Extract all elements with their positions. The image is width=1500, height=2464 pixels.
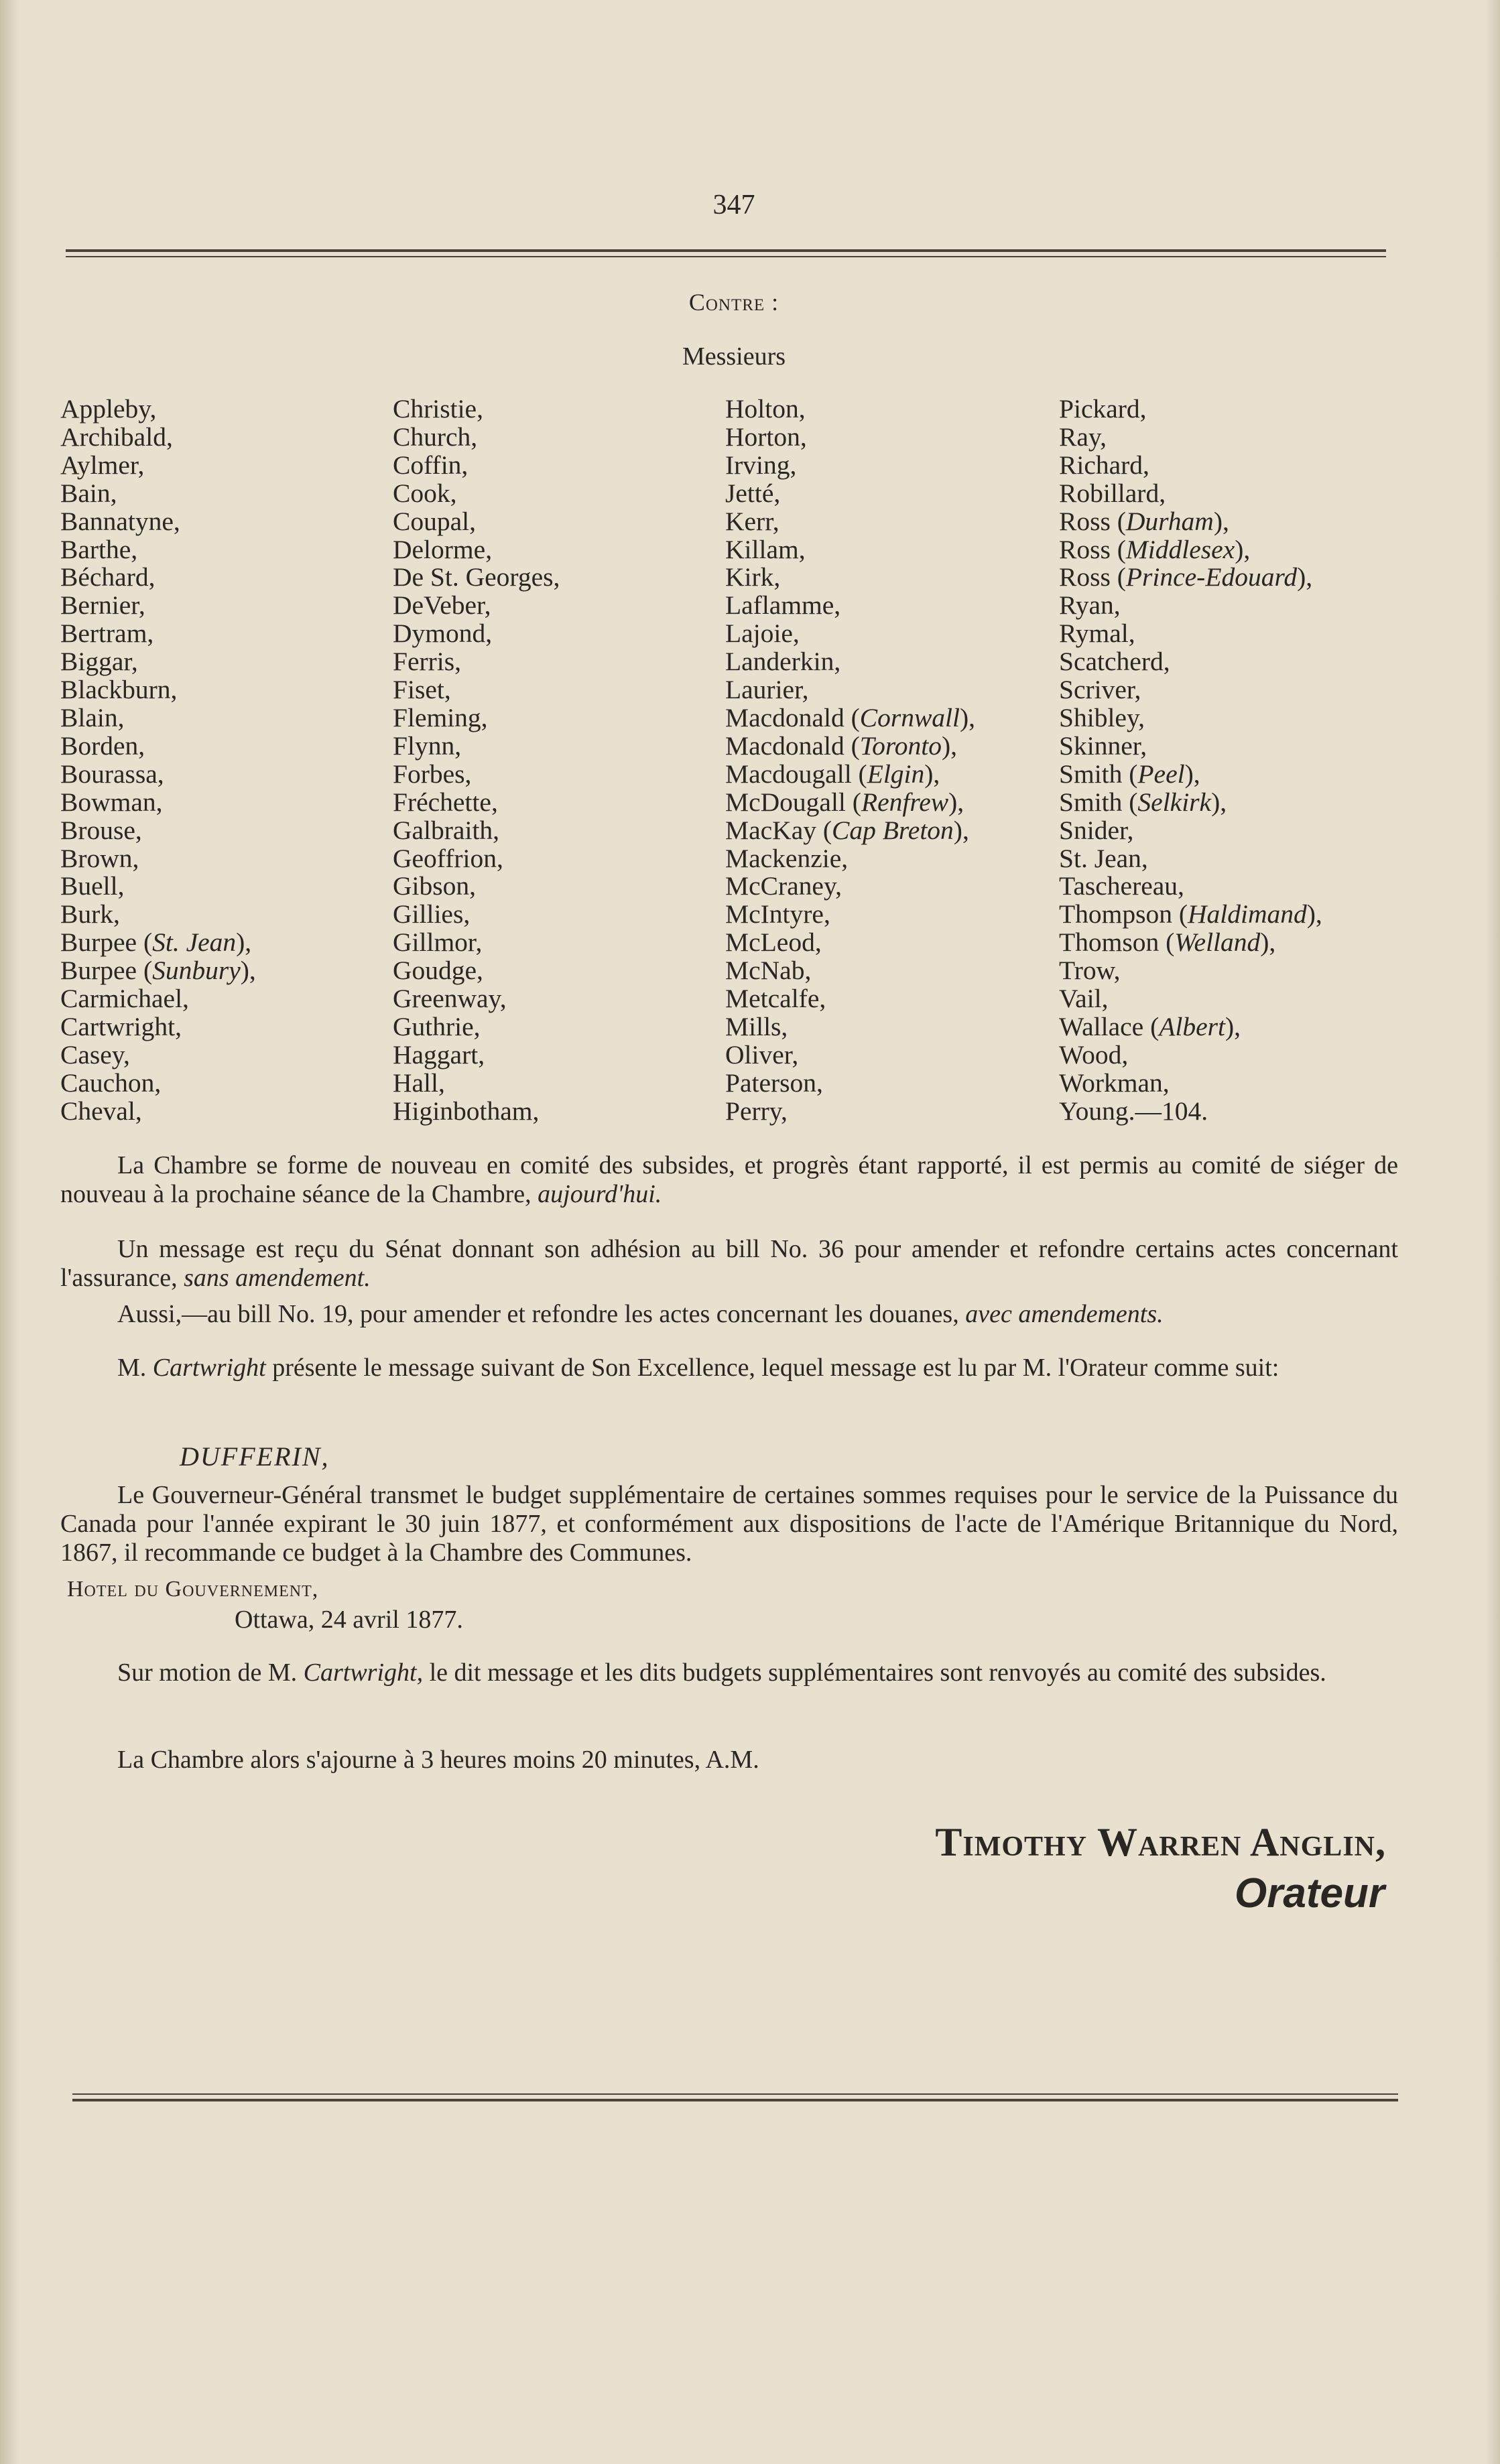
date-ottawa: Ottawa, 24 avril 1877. xyxy=(235,1606,463,1634)
member-name: Macdonald (Toronto), xyxy=(725,730,957,761)
signatory-dufferin: DUFFERIN, xyxy=(180,1441,330,1472)
member-name: Workman, xyxy=(1059,1067,1170,1098)
member-name: Church, xyxy=(393,422,478,452)
member-name: Forbes, xyxy=(393,759,472,789)
member-name: Young.—104. xyxy=(1059,1096,1208,1126)
member-name: Christie, xyxy=(393,394,483,424)
member-name: Ross (Prince-Edouard), xyxy=(1059,562,1313,592)
member-name: Taschereau, xyxy=(1059,871,1184,901)
member-name: Ray, xyxy=(1059,422,1107,452)
member-name: Pickard, xyxy=(1059,394,1147,424)
member-name: Wallace (Albert), xyxy=(1059,1011,1241,1041)
member-name: Jetté, xyxy=(725,478,781,508)
member-name: Higinbotham, xyxy=(393,1096,540,1126)
member-name: Gibson, xyxy=(393,871,476,901)
top-rule xyxy=(66,249,1386,257)
paragraph-adjourn: La Chambre alors s'ajourne à 3 heures moins 20 minutes, A.M. xyxy=(117,1746,759,1774)
member-name: McNab, xyxy=(725,956,812,986)
member-name: Macdougall (Elgin), xyxy=(725,759,940,789)
member-name: Bowman, xyxy=(60,787,163,817)
heading-contre: Contre : xyxy=(688,289,779,316)
member-name: Barthe, xyxy=(60,534,138,564)
member-name: Ryan, xyxy=(1059,590,1121,621)
speaker-title: Orateur xyxy=(1235,1870,1385,1917)
member-name: Fréchette, xyxy=(393,787,498,817)
member-riding: Toronto xyxy=(859,730,942,761)
paragraph-cartwright-message: M. Cartwright présente le message suivant de Son Excellence, lequel message est lu par M. l'Orateur comme suit: xyxy=(117,1354,1279,1382)
member-name: Robillard, xyxy=(1059,478,1166,508)
member-name: Coffin, xyxy=(393,450,468,480)
subheading-messieurs: Messieurs xyxy=(682,342,786,371)
member-name: Ferris, xyxy=(393,647,462,677)
member-name: Galbraith, xyxy=(393,815,500,845)
member-name: Fiset, xyxy=(393,675,451,705)
member-name: Richard, xyxy=(1059,450,1149,480)
member-name: Burpee (Sunbury), xyxy=(60,956,256,986)
member-name: Macdonald (Cornwall), xyxy=(725,702,976,732)
member-name: Brown, xyxy=(60,843,139,873)
member-riding: Sunbury xyxy=(152,956,241,986)
member-name: Horton, xyxy=(725,422,807,452)
member-name: Metcalfe, xyxy=(725,984,826,1014)
member-name: Snider, xyxy=(1059,815,1134,845)
member-name: Delorme, xyxy=(393,534,493,564)
member-name: Thomson (Welland), xyxy=(1059,927,1276,958)
member-riding: Cap Breton xyxy=(832,815,954,845)
member-name: Paterson, xyxy=(725,1067,823,1098)
member-name: De St. Georges, xyxy=(393,562,560,592)
member-name: Geoffrion, xyxy=(393,843,503,873)
paragraph-governor: Le Gouverneur-Général transmet le budget supplémentaire de certaines sommes requises pour le service de la Puissance du Canada pour l'année expirant le 30 juin 1877, et conformément aux dispositions de l'acte de l'Amérique Britannique du Nord, 1867, il recommande ce budget à la Chambre des Communes. xyxy=(60,1481,1398,1567)
page-number: 347 xyxy=(712,190,755,220)
member-name: Flynn, xyxy=(393,730,462,761)
members-column-4 xyxy=(1059,395,1322,1126)
member-name: Haggart, xyxy=(393,1039,485,1069)
member-name: Guthrie, xyxy=(393,1011,481,1041)
member-name: Blain, xyxy=(60,702,125,732)
member-name: McDougall (Renfrew), xyxy=(725,787,964,817)
speaker-name: Timothy Warren Anglin, xyxy=(935,1820,1386,1864)
member-name: McLeod, xyxy=(725,927,822,958)
member-name: Mackenzie, xyxy=(725,843,849,873)
member-name: Bernier, xyxy=(60,590,145,621)
members-column-3 xyxy=(725,395,975,1126)
member-riding: Peel xyxy=(1137,759,1185,789)
member-name: Holton, xyxy=(725,394,806,424)
member-name: Carmichael, xyxy=(60,984,189,1014)
member-name: Cheval, xyxy=(60,1096,142,1126)
member-name: Laurier, xyxy=(725,675,809,705)
members-list xyxy=(60,395,1401,1132)
member-name: Coupal, xyxy=(393,506,476,536)
member-name: Vail, xyxy=(1059,984,1109,1014)
member-name: Kirk, xyxy=(725,562,781,592)
member-name: Goudge, xyxy=(393,956,483,986)
member-name: Cauchon, xyxy=(60,1067,162,1098)
paragraph-senate-message: Un message est reçu du Sénat donnant son adhésion au bill No. 36 pour amender et refondre certains actes concernant l'assurance, sans amendement. xyxy=(60,1235,1398,1292)
member-riding: Prince-Edouard xyxy=(1125,562,1298,592)
member-name: Cook, xyxy=(393,478,457,508)
member-name: Landerkin, xyxy=(725,647,841,677)
member-name: MacKay (Cap Breton), xyxy=(725,815,969,845)
member-name: Buell, xyxy=(60,871,125,901)
member-name: Perry, xyxy=(725,1096,788,1126)
member-name: Scriver, xyxy=(1059,675,1141,705)
member-name: St. Jean, xyxy=(1059,843,1148,873)
member-name: Gillmor, xyxy=(393,927,483,958)
paragraph-committee: La Chambre se forme de nouveau en comité des subsides, et progrès étant rapporté, il est permis au comité de siéger de nouveau à la prochaine séance de la Chambre, aujourd'hui. xyxy=(60,1151,1398,1208)
member-name: Hall, xyxy=(393,1067,445,1098)
member-riding: Albert xyxy=(1159,1011,1225,1041)
members-column-2 xyxy=(393,395,560,1126)
member-name: Brouse, xyxy=(60,815,142,845)
bottom-rule xyxy=(72,2093,1398,2101)
member-name: Skinner, xyxy=(1059,730,1147,761)
member-name: Scatcherd, xyxy=(1059,647,1170,677)
member-name: Fleming, xyxy=(393,702,488,732)
member-name: Burk, xyxy=(60,899,120,929)
member-name: Smith (Peel), xyxy=(1059,759,1200,789)
member-riding: Haldimand xyxy=(1188,899,1307,929)
member-name: Borden, xyxy=(60,730,145,761)
member-name: Cartwright, xyxy=(60,1011,182,1041)
member-name: Smith (Selkirk), xyxy=(1059,787,1227,817)
member-name: Dymond, xyxy=(393,619,493,649)
member-name: Bertram, xyxy=(60,619,154,649)
member-name: Kerr, xyxy=(725,506,779,536)
member-riding: Elgin xyxy=(867,759,925,789)
member-name: Trow, xyxy=(1059,956,1121,986)
member-name: Béchard, xyxy=(60,562,155,592)
member-name: McCraney, xyxy=(725,871,842,901)
member-name: Bannatyne, xyxy=(60,506,180,536)
paragraph-also: Aussi,—au bill No. 19, pour amender et refondre les actes concernant les douanes, avec amendements. xyxy=(117,1300,1164,1328)
member-name: Blackburn, xyxy=(60,675,178,705)
member-name: Oliver, xyxy=(725,1039,799,1069)
member-name: Aylmer, xyxy=(60,450,145,480)
member-name: Gillies, xyxy=(393,899,471,929)
member-name: Thompson (Haldimand), xyxy=(1059,899,1322,929)
member-name: Greenway, xyxy=(393,984,507,1014)
member-name: Ross (Durham), xyxy=(1059,506,1229,536)
member-name: Lajoie, xyxy=(725,619,800,649)
member-name: Rymal, xyxy=(1059,619,1135,649)
hotel-du-gouvernement: Hotel du Gouvernement, xyxy=(67,1577,319,1602)
member-riding: Middlesex xyxy=(1125,534,1235,564)
member-name: Appleby, xyxy=(60,394,157,424)
member-name: DeVeber, xyxy=(393,590,491,621)
member-name: McIntyre, xyxy=(725,899,830,929)
member-riding: Selkirk xyxy=(1137,787,1212,817)
member-name: Killam, xyxy=(725,534,806,564)
member-name: Burpee (St. Jean), xyxy=(60,927,252,958)
page-right-edge xyxy=(1485,0,1500,2464)
member-name: Biggar, xyxy=(60,647,138,677)
member-name: Bourassa, xyxy=(60,759,164,789)
member-name: Casey, xyxy=(60,1039,130,1069)
member-name: Ross (Middlesex), xyxy=(1059,534,1251,564)
member-name: Shibley, xyxy=(1059,702,1145,732)
member-riding: Durham xyxy=(1125,506,1214,536)
member-name: Archibald, xyxy=(60,422,173,452)
member-name: Wood, xyxy=(1059,1039,1129,1069)
members-column-1 xyxy=(60,395,256,1126)
paragraph-motion: Sur motion de M. Cartwright, le dit message et les dits budgets supplémentaires sont renvoyés au comité des subsides. xyxy=(117,1659,1326,1687)
member-riding: Welland xyxy=(1174,927,1261,958)
member-riding: Cornwall xyxy=(859,702,960,732)
member-name: Mills, xyxy=(725,1011,788,1041)
member-name: Irving, xyxy=(725,450,797,480)
member-name: Laflamme, xyxy=(725,590,841,621)
member-riding: St. Jean xyxy=(152,927,237,958)
member-riding: Renfrew xyxy=(861,787,949,817)
member-name: Bain, xyxy=(60,478,117,508)
